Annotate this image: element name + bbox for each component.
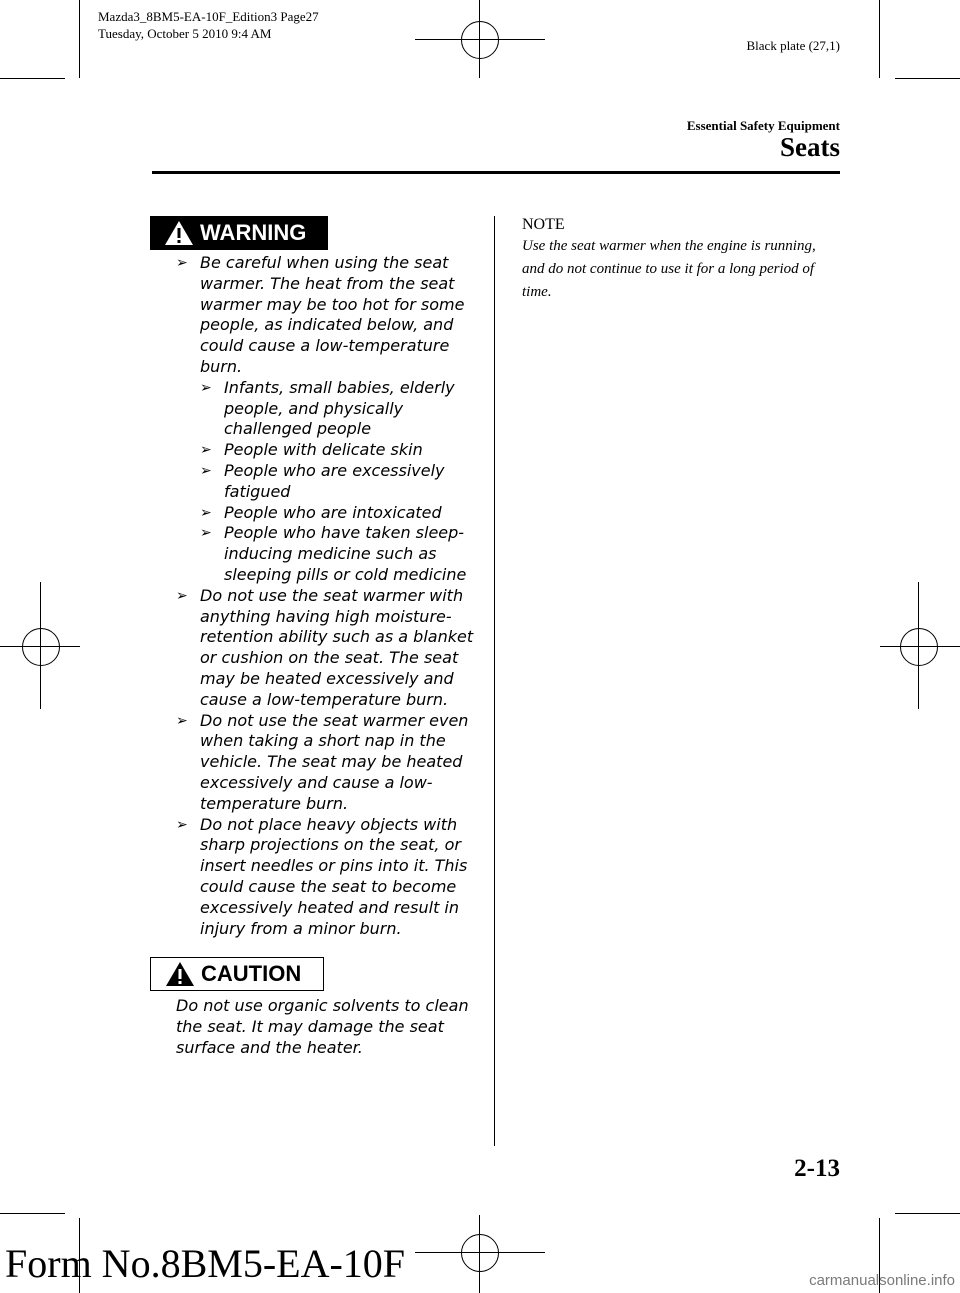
warning-subitem: ➢ Infants, small babies, elderly people, and physically challenged people xyxy=(200,378,476,440)
section-label: Essential Safety Equipment xyxy=(686,118,840,133)
column-divider xyxy=(494,216,495,1146)
print-date-line: Tuesday, October 5 2010 9:4 AM xyxy=(98,26,272,41)
note-heading: NOTE xyxy=(522,216,565,233)
form-number: Form No.8BM5-EA-10F xyxy=(5,1241,406,1286)
note-text: Use the seat warmer when the engine is running, and do not continue to use it for a long period of time. xyxy=(522,238,816,300)
caution-badge xyxy=(150,957,324,991)
warning-item: ➢ Do not use the seat warmer even when taking a short nap in the vehicle. The seat may be heated excessively and cause a low-temperature burn. xyxy=(176,711,476,815)
warning-item: ➢ Do not use the seat warmer with anything having high moisture-retention ability such as a blanket or cushion on the seat. The seat may be heated excessively and cause a low-temperature burn. xyxy=(176,586,476,711)
page-number: 2-13 xyxy=(794,1155,840,1182)
page-title: Seats xyxy=(780,132,840,162)
header-rule xyxy=(152,171,840,174)
warning-label: WARNING xyxy=(200,220,307,245)
warning-item: ➢ Do not place heavy objects with sharp projections on the seat, or insert needles or pins into it. This could cause the seat to become excessively heated and result in injury from a minor burn. xyxy=(176,815,476,940)
warning-triangle-icon xyxy=(164,220,194,246)
plate-label: Black plate (27,1) xyxy=(746,38,840,53)
caution-label: CAUTION xyxy=(201,961,302,986)
watermark: carmanualsonline.info xyxy=(809,1272,955,1289)
warning-sublist xyxy=(200,378,476,586)
print-file-line: Mazda3_8BM5-EA-10F_Edition3 Page27 xyxy=(98,9,319,24)
warning-subitem: ➢ People who are intoxicated xyxy=(200,503,476,524)
warning-list xyxy=(176,253,476,939)
warning-subitem: ➢ People with delicate skin xyxy=(200,440,476,461)
warning-triangle-icon xyxy=(165,961,195,987)
warning-subitem: ➢ People who have taken sleep-inducing medicine such as sleeping pills or cold medicine xyxy=(200,523,476,585)
warning-badge xyxy=(150,216,328,250)
caution-text: Do not use organic solvents to clean the seat. It may damage the seat surface and the heater. xyxy=(176,996,469,1057)
warning-subitem: ➢ People who are excessively fatigued xyxy=(200,461,476,503)
warning-item: ➢ Be careful when using the seat warmer. The heat from the seat warmer may be too hot for some people, as indicated below, and could cause a low-temperature burn. ➢ Infants, small babies, elderly people, and physically challenged people ➢ People with delicate skin ➢ People who are excessively fatigued ➢ People who are intoxicated ➢ People who have taken sleep-inducing medicine such as sleeping pills or cold medicine xyxy=(176,253,476,586)
